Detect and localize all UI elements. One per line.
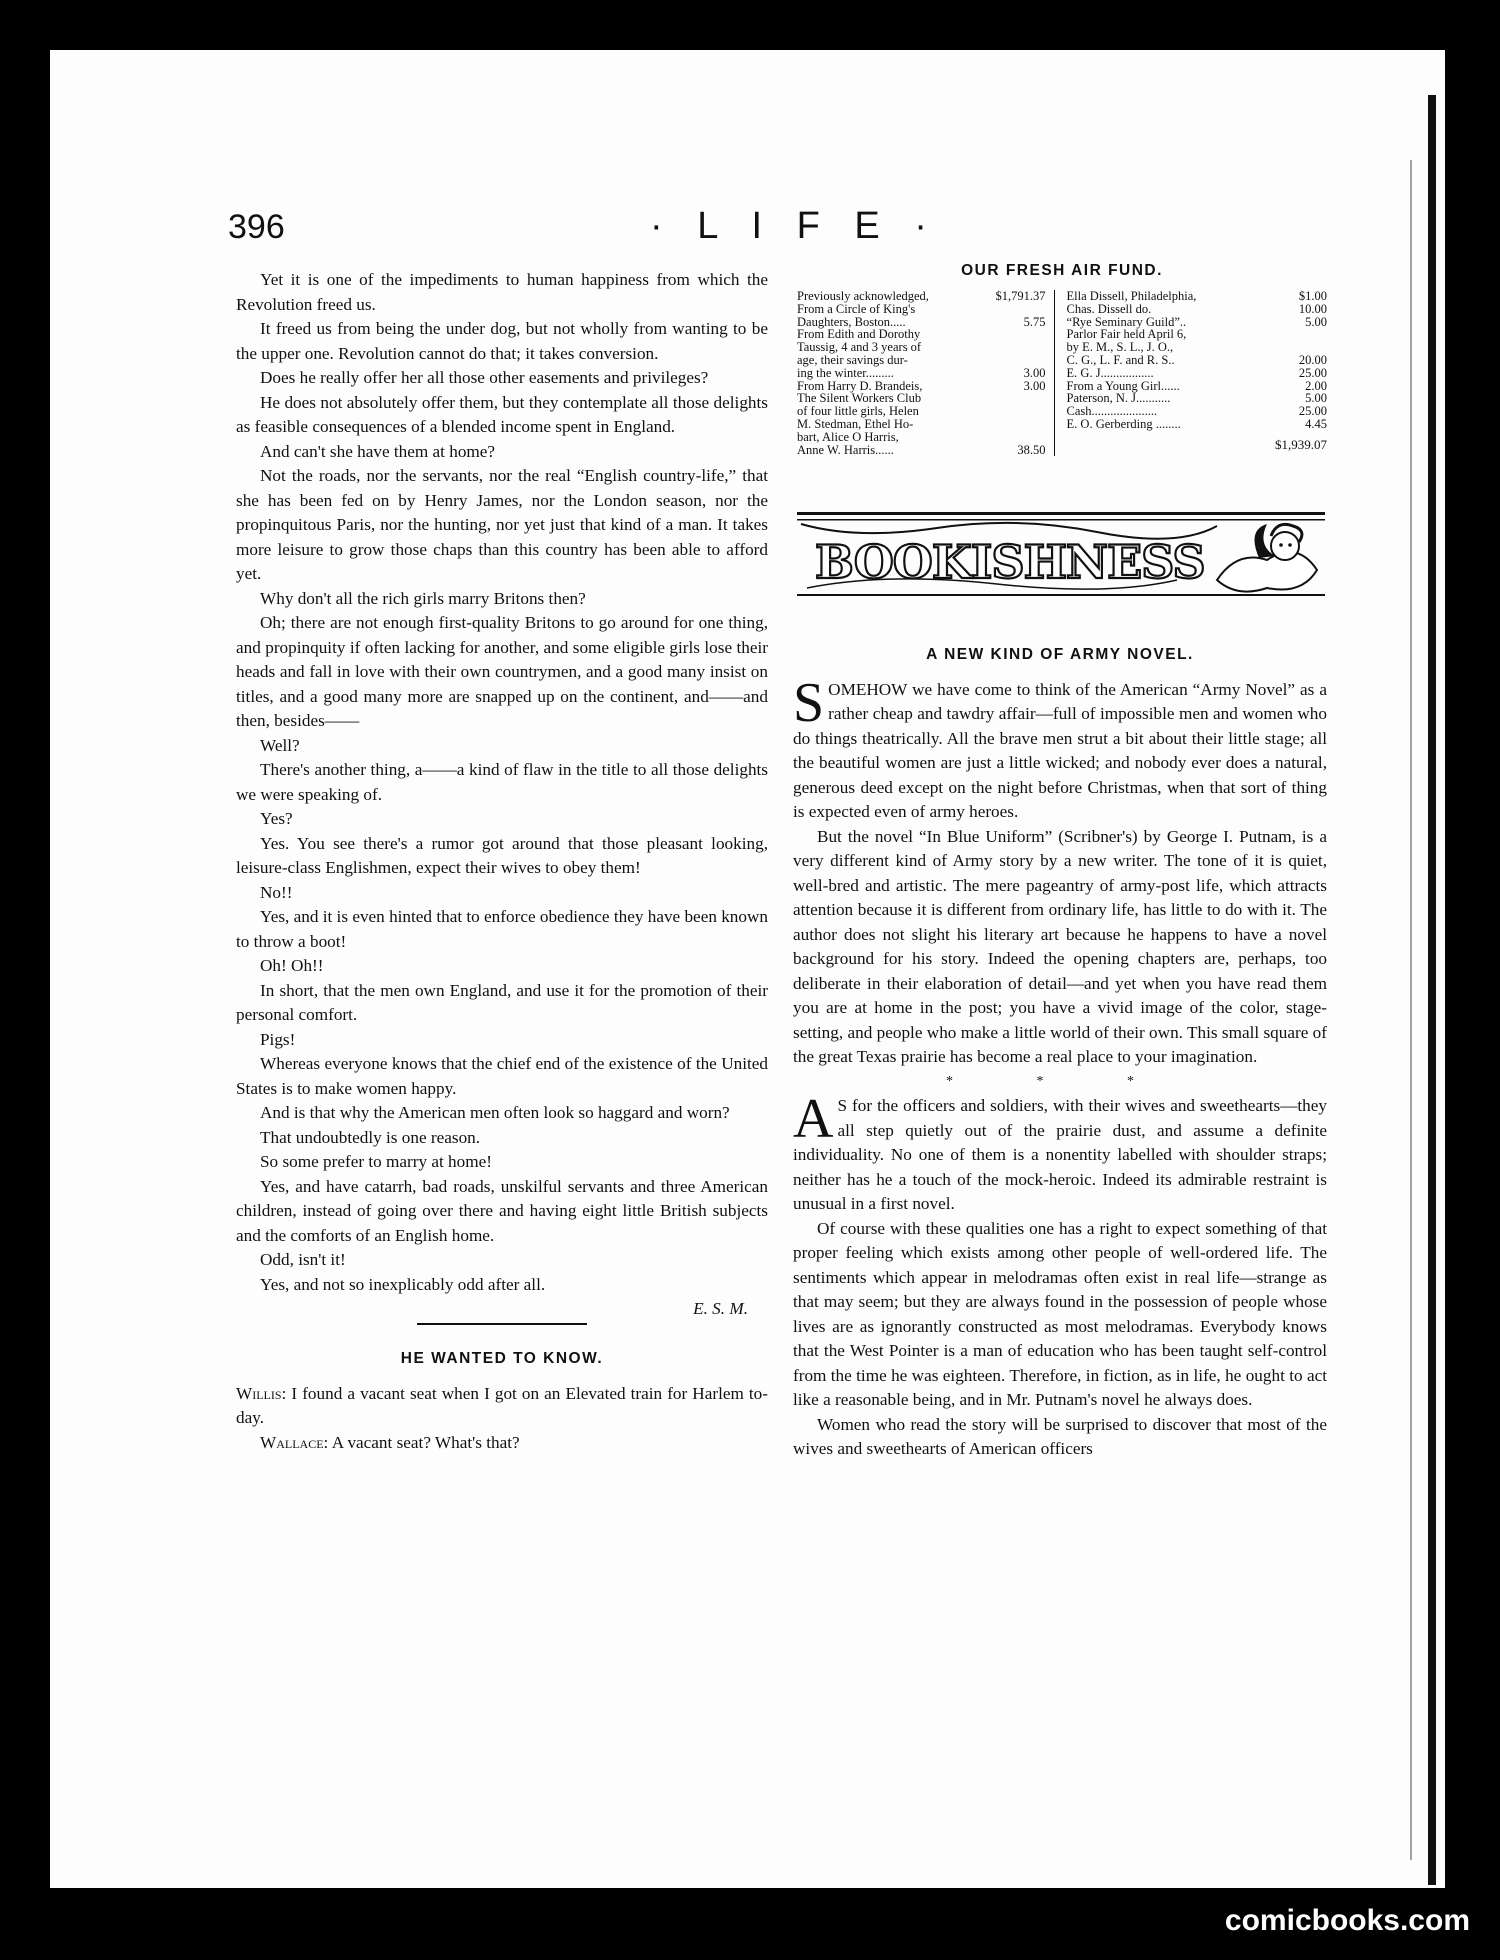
fund-entry [797, 303, 1046, 329]
speaker-name: Willis: [236, 1383, 287, 1403]
dialogue-text: A vacant seat? What's that? [331, 1432, 520, 1452]
dialogue-paragraph: No!! [260, 882, 293, 902]
left-column [236, 268, 768, 1455]
dialogue-paragraph: Not the roads, nor the servants, nor the real “English country-life,” that she has been fed on by Henry James, nor the London season, nor the propinquitous Paris, nor the hunting, nor yet just that kind of a man. It takes more leisure to grow those chaps than this country has been able to afford yet. [236, 466, 768, 583]
dialogue-paragraph: Yes, and have catarrh, bad roads, unskilful servants and three American children, instead of going over there and having eight little British subjects and the comforts of an English home. [236, 1176, 768, 1245]
donation-amount: 5.75 [1023, 314, 1046, 329]
watermark: comicbooks.com [1224, 1904, 1470, 1937]
author-signature: E. S. M. [693, 1299, 748, 1318]
dialogue-paragraph: Does he really offer her all those other easements and privileges? [260, 368, 709, 387]
dialogue-paragraph: Yes. You see there's a rumor got around that those pleasant looking, leisure-class Englishmen, expect their wives to obey them! [236, 833, 768, 877]
fund-entry [1067, 303, 1327, 316]
left-article-body [236, 268, 768, 1318]
masthead: · L I F E · [650, 205, 939, 247]
dialogue-text: I found a vacant seat when I got on an Elevated train for Harlem to-day. [236, 1383, 769, 1427]
dialogue-line [236, 1382, 768, 1431]
dialogue-paragraph: Why don't all the rich girls marry Britons then? [260, 588, 586, 608]
donation-amount: $1.00 [1298, 289, 1327, 303]
donor-name: From a Circle of King's Daughters, Boston..... [797, 301, 916, 329]
dialogue-paragraph: Oh; there are not enough first-quality Britons to go around for one thing, and propinquity if often lacking for another, and some eligible girls lose their heads and fall in love with their own countrymen, and a good many insist on titles, and a good many more are snapped up on the continent, and——and then, besides—— [236, 613, 768, 730]
dialogue-paragraph: He does not absolutely offer them, but they contemplate all those delights as feasible consequences of a blended income spent in England. [236, 392, 768, 436]
fund-title: OUR FRESH AIR FUND. [961, 262, 1163, 279]
donation-amount: 5.00 [1305, 391, 1327, 406]
donation-amount: 5.00 [1305, 314, 1327, 329]
donation-amount: 38.50 [1017, 442, 1046, 457]
dialogue-paragraph: And is that why the American men often look so haggard and worn? [260, 1103, 730, 1122]
fresh-air-fund [797, 262, 1327, 456]
dialogue-paragraph: Well? [260, 735, 300, 755]
donor-name: From Harry D. Brandeis, [797, 378, 923, 393]
donor-name: Ella Dissell, Philadelphia, [1066, 289, 1197, 303]
paragraph-text: OMEHOW we have come to think of the American “Army Novel” as a rather cheap and tawdry affair—full of impossible men and women who do things theatrically. All the brave men strut a bit about their little stage; all the beautiful women are just a little wicked; and nobody ever does a natural, generous deed except on the night before Christmas, when that sort of thing is expected even of army heroes. [793, 679, 1327, 821]
dialogue-paragraph: There's another thing, a——a kind of flaw in the title to all those delights we were speaking of. [236, 760, 768, 804]
fund-entry [1067, 290, 1327, 303]
donor-name: The Silent Workers Club of four little girls, Helen M. Stedman, Ethel Ho- bart, Alice O Harris, Anne W. Harris...... [797, 391, 922, 457]
article-heading: A NEW KIND OF ARMY NOVEL. [926, 646, 1194, 663]
fund-entry [1067, 367, 1327, 380]
fund-entry [797, 392, 1046, 456]
dialogue [236, 1382, 768, 1456]
donation-amount: 25.00 [1298, 365, 1327, 380]
section-dots: * * * [946, 1073, 1174, 1089]
page-edge [1428, 95, 1436, 1885]
fund-columns [797, 290, 1327, 456]
dialogue-paragraph: Yes, and it is even hinted that to enforce obedience they have been known to throw a boot! [236, 907, 768, 951]
fund-right-list [1055, 290, 1327, 456]
cherub-icon [1217, 524, 1317, 592]
bookishness-banner [797, 510, 1325, 605]
donation-amount: 10.00 [1298, 301, 1327, 316]
page-fold-shadow [1410, 160, 1412, 1860]
article-paragraph: Of course with these qualities one has a right to expect something of that proper feeling which exists among other people of well-ordered life. The sentiments which appear in melodramas often exist in real life—strange as that may seem; but they are always found in the possession of people whose lives are as ignorantly constructed as most melodramas. Everybody knows that the West Pointer is a man of education who has been taught self-control from the time he was eighteen. Therefore, in fiction, as in life, he ought to act like a reasonable being, and in Mr. Putnam's novel he always does. [793, 1218, 1327, 1409]
donor-name: From a Young Girl...... [1066, 378, 1180, 393]
donor-name: Paterson, N. J........... [1066, 391, 1171, 406]
fund-entry [797, 328, 1046, 379]
article-paragraph: But the novel “In Blue Uniform” (Scribner's) by George I. Putnam, is a very different kind of Army story by a new writer. The tone of it is quiet, well-bred and artistic. The mere pageantry of army-post life, which attracts attention because it is different from ordinary life, has little to do with it. The author does not slight his literary art because he happens to have a novel background for his story. Indeed the opening chapters are, perhaps, too deliberate in their elaboration of detail—and yet when you have read them you are at home in the post; you have a vivid image of the color, stage-setting, and people who make a little world of their own. This small square of the great Texas prairie has become a real place to your imagination. [793, 826, 1327, 1066]
section-rule [417, 1323, 587, 1325]
fund-entry [1067, 418, 1327, 431]
donor-name: “Rye Seminary Guild”.. [1066, 314, 1187, 329]
speaker-name: Wallace: [260, 1432, 329, 1452]
banner-title: BOOKISHNESS [815, 535, 1205, 589]
dialogue-paragraph: So some prefer to marry at home! [260, 1152, 492, 1171]
donation-amount: 3.00 [1023, 378, 1046, 393]
dialogue-paragraph: Yet it is one of the impediments to human happiness from which the Revolution freed us. [236, 270, 768, 314]
drop-cap: A [793, 1088, 834, 1150]
dialogue-paragraph: Odd, isn't it! [260, 1250, 346, 1269]
donor-name: E. O. Gerberding ........ [1066, 416, 1181, 431]
donor-name: Chas. Dissell do. [1066, 301, 1152, 316]
donor-name: Parlor Fair held April 6, by E. M., S. L., J. O., C. G., L. F. and R. S.. [1066, 327, 1187, 367]
donation-amount: 3.00 [1023, 365, 1046, 380]
fund-left-list [797, 290, 1055, 456]
donation-amount: 2.00 [1305, 378, 1327, 393]
donor-name: Previously acknowledged, [797, 289, 929, 303]
donation-amount: $1,791.37 [995, 289, 1046, 303]
donor-name: Cash..................... [1066, 404, 1158, 419]
dialogue-paragraph: Oh! Oh!! [260, 956, 324, 975]
dialogue-paragraph: Whereas everyone knows that the chief end of the existence of the United States is to make women happy. [236, 1054, 768, 1098]
drop-cap: S [793, 671, 825, 734]
dialogue-paragraph: It freed us from being the under dog, but not wholly from wanting to be the upper one. Revolution cannot do that; it takes conversion. [236, 319, 768, 363]
fund-right-entries [1067, 290, 1327, 431]
donor-name: E. G. J................. [1066, 365, 1154, 380]
donation-amount: 4.45 [1305, 416, 1327, 431]
donor-name: From Edith and Dorothy Taussig, 4 and 3 years of age, their savings dur- ing the winter......... [797, 327, 922, 380]
dialogue-line [236, 1431, 768, 1456]
dialogue-paragraph: In short, that the men own England, and use it for the promotion of their personal comfort. [236, 980, 768, 1024]
donation-amount: 25.00 [1298, 404, 1327, 419]
fund-total: $1,939.07 [1275, 436, 1327, 452]
article-paragraph [793, 671, 1327, 825]
fund-entry [797, 290, 1046, 303]
paragraph-text: S for the officers and soldiers, with their wives and sweethearts—they all step quietly out of the prairie dust, and assume a definite individuality. No one of them is a nonentity labelled with shoulder straps; neither has he a touch of the mock-heroic. Indeed its admirable restraint is unusual in a first novel. [793, 1096, 1327, 1213]
page-number: 396 [228, 208, 285, 246]
dialogue-paragraph: That undoubtedly is one reason. [260, 1127, 481, 1147]
right-column [793, 643, 1327, 1462]
dialogue-paragraph: Yes, and not so inexplicably odd after all. [260, 1274, 546, 1294]
dialogue-paragraph: And can't she have them at home? [260, 441, 496, 461]
article-paragraph [793, 1088, 1327, 1217]
dialogue-paragraph: Pigs! [260, 1029, 296, 1049]
article-paragraph: Women who read the story will be surprised to discover that most of the wives and sweethearts of American officers [793, 1414, 1327, 1458]
fund-entry [1067, 328, 1327, 366]
donation-amount: 20.00 [1298, 352, 1327, 367]
dialogue-paragraph: Yes? [260, 809, 293, 828]
section-heading: HE WANTED TO KNOW. [400, 1350, 604, 1367]
